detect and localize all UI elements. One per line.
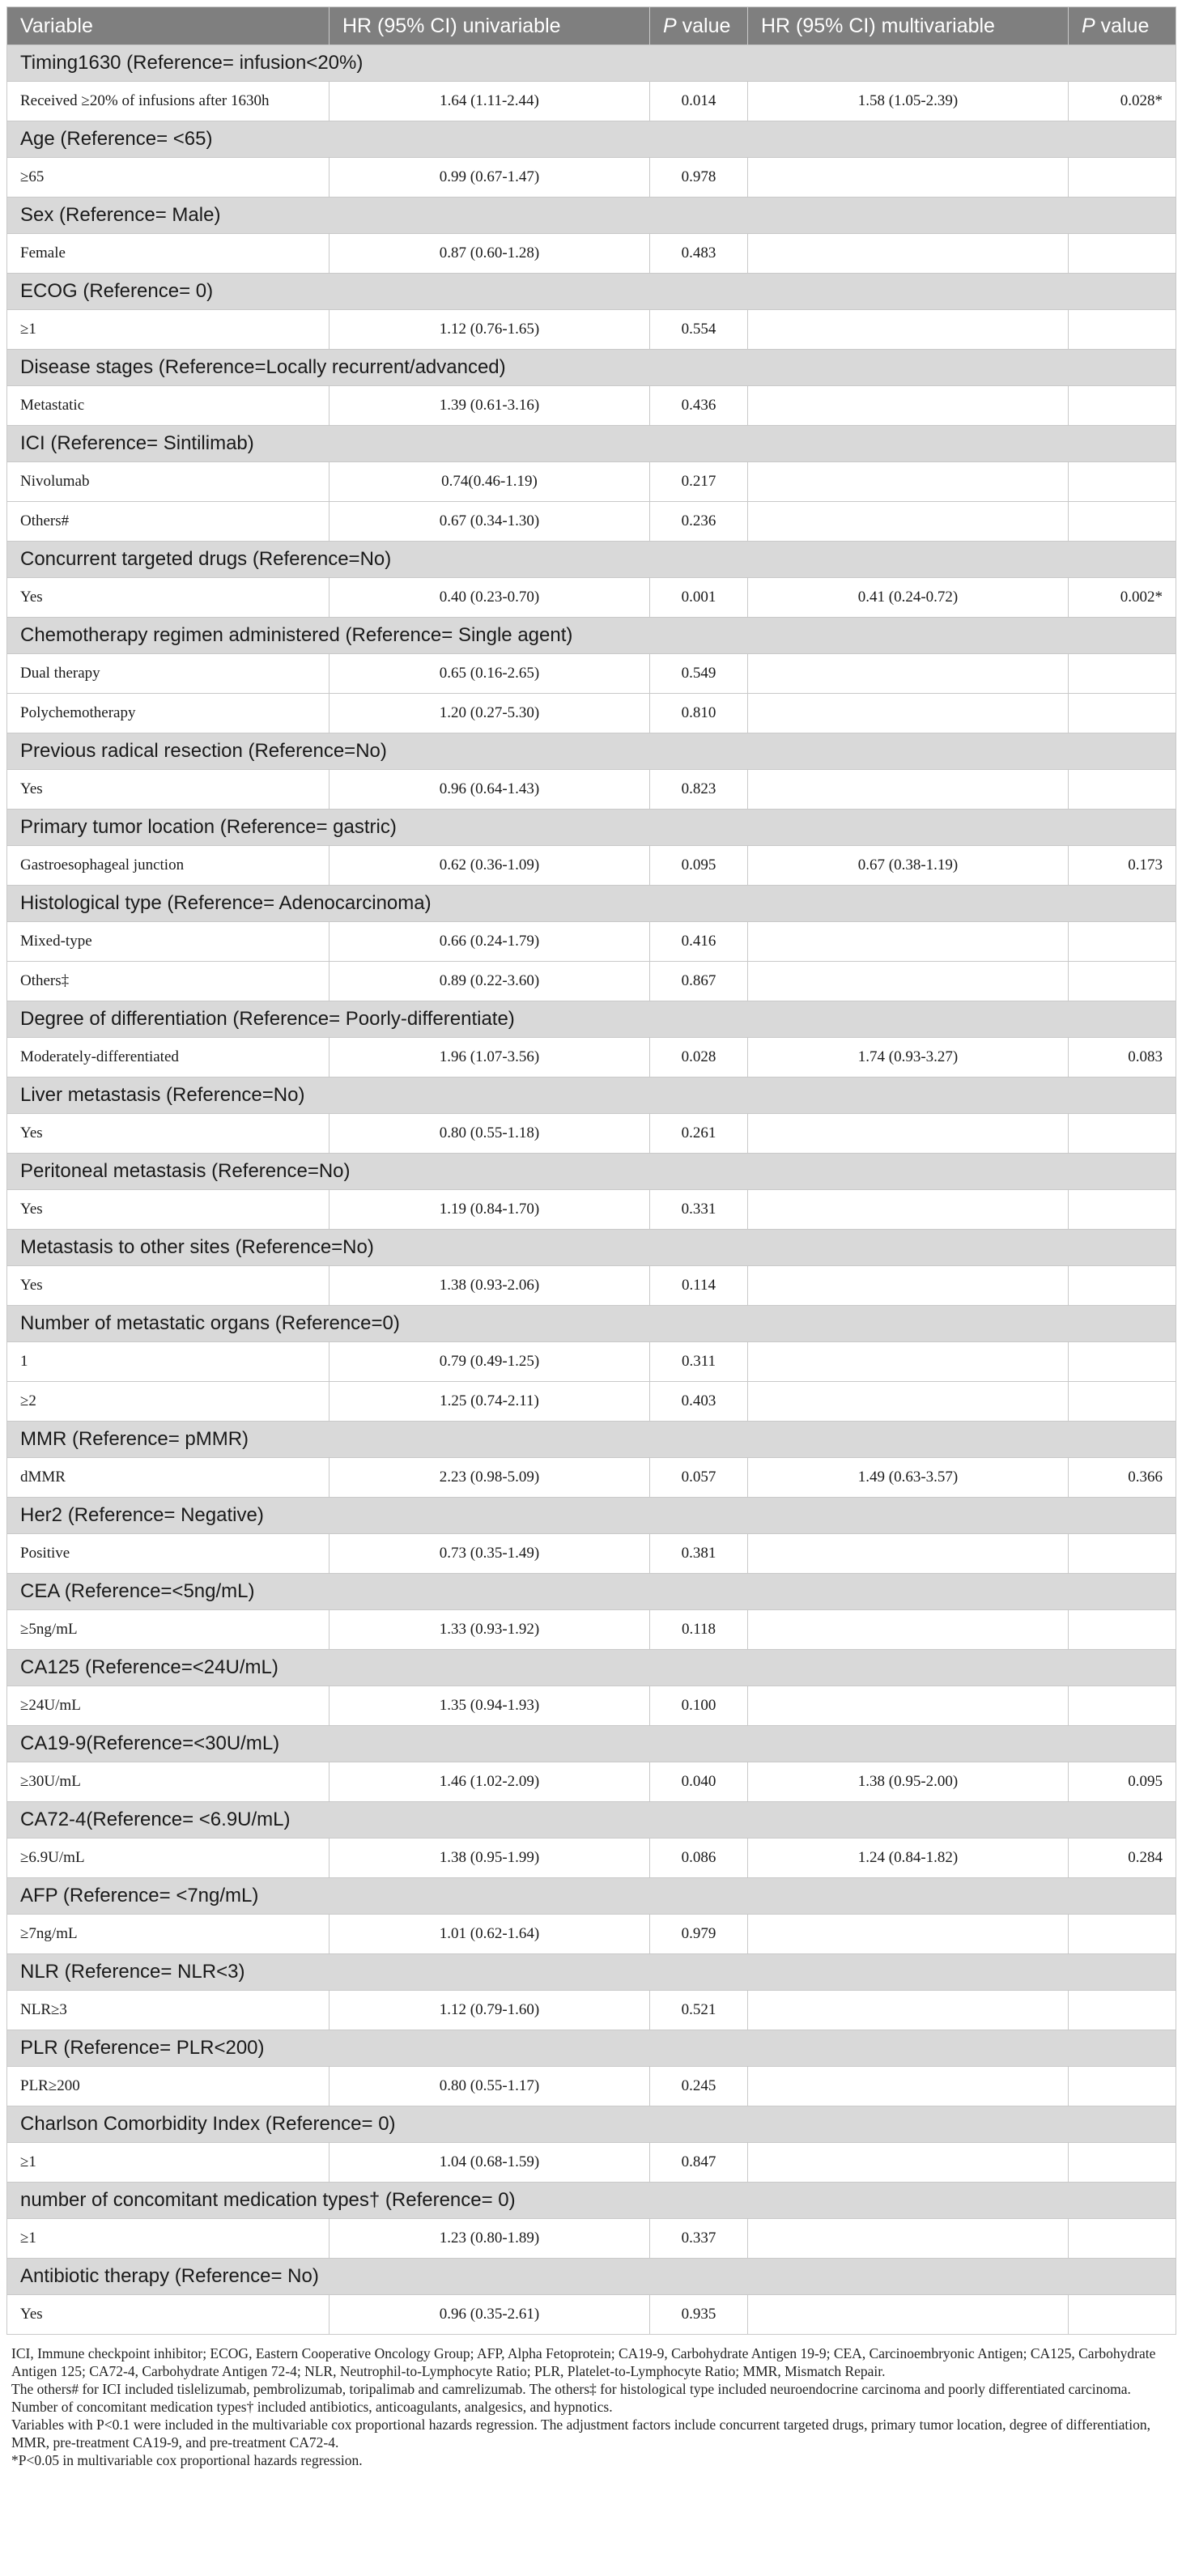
table-row <box>7 1266 1176 1306</box>
row-hr-univariable: 0.96 (0.64-1.43) <box>330 770 650 810</box>
row-hr-univariable: 0.87 (0.60-1.28) <box>330 234 650 274</box>
row-variable: ≥1 <box>7 310 330 350</box>
category-row <box>7 45 1176 82</box>
table-row <box>7 2143 1176 2183</box>
row-p-multivariable <box>1069 1382 1176 1422</box>
row-variable: Polychemotherapy <box>7 694 330 733</box>
row-hr-univariable: 1.96 (1.07-3.56) <box>330 1038 650 1078</box>
category-title: CA72-4(Reference= <6.9U/mL) <box>7 1802 1176 1838</box>
row-variable: Yes <box>7 1114 330 1154</box>
row-p-univariable: 0.867 <box>650 962 748 1001</box>
table-row <box>7 1534 1176 1574</box>
row-hr-univariable: 1.46 (1.02-2.09) <box>330 1762 650 1802</box>
category-row <box>7 1726 1176 1762</box>
row-hr-multivariable: 1.74 (0.93-3.27) <box>748 1038 1069 1078</box>
row-hr-univariable: 0.62 (0.36-1.09) <box>330 846 650 886</box>
table-row <box>7 1686 1176 1726</box>
table-row <box>7 1915 1176 1954</box>
row-hr-univariable: 1.38 (0.93-2.06) <box>330 1266 650 1306</box>
row-p-multivariable <box>1069 2219 1176 2259</box>
table-row <box>7 1038 1176 1078</box>
row-variable: NLR≥3 <box>7 1991 330 2030</box>
row-hr-multivariable <box>748 2067 1069 2106</box>
header-p-value-multivariable <box>1069 7 1176 45</box>
row-hr-univariable: 1.23 (0.80-1.89) <box>330 2219 650 2259</box>
row-p-univariable: 0.810 <box>650 694 748 733</box>
row-variable: Yes <box>7 1190 330 1230</box>
category-row <box>7 1802 1176 1838</box>
table-body <box>7 45 1176 2335</box>
category-row <box>7 733 1176 770</box>
category-row <box>7 121 1176 158</box>
category-title: Primary tumor location (Reference= gastric) <box>7 810 1176 846</box>
row-p-multivariable <box>1069 158 1176 198</box>
results-table-container <box>6 6 1176 2469</box>
table-row <box>7 1342 1176 1382</box>
category-title: CA19-9(Reference=<30U/mL) <box>7 1726 1176 1762</box>
category-title: Charlson Comorbidity Index (Reference= 0) <box>7 2106 1176 2143</box>
category-row <box>7 350 1176 386</box>
row-p-univariable: 0.331 <box>650 1190 748 1230</box>
row-variable: ≥7ng/mL <box>7 1915 330 1954</box>
header-p-value-univariable <box>650 7 748 45</box>
header-variable: Variable <box>7 7 330 45</box>
category-row <box>7 426 1176 462</box>
row-p-univariable: 0.245 <box>650 2067 748 2106</box>
row-p-multivariable <box>1069 654 1176 694</box>
cox-regression-table <box>6 6 1176 2335</box>
table-row <box>7 1762 1176 1802</box>
table-row <box>7 1190 1176 1230</box>
row-hr-univariable: 1.04 (0.68-1.59) <box>330 2143 650 2183</box>
table-row <box>7 2219 1176 2259</box>
row-hr-multivariable <box>748 2143 1069 2183</box>
row-hr-multivariable <box>748 1266 1069 1306</box>
header-p-italic: P <box>663 14 677 37</box>
row-hr-univariable: 1.12 (0.79-1.60) <box>330 1991 650 2030</box>
table-row <box>7 962 1176 1001</box>
row-variable: Metastatic <box>7 386 330 426</box>
row-p-univariable: 0.028 <box>650 1038 748 1078</box>
table-row <box>7 1838 1176 1878</box>
row-variable: Nivolumab <box>7 462 330 502</box>
category-row <box>7 2183 1176 2219</box>
table-row <box>7 694 1176 733</box>
footnote-significance: *P<0.05 in multivariable cox proportional hazards regression. <box>11 2452 363 2468</box>
row-hr-multivariable: 0.41 (0.24-0.72) <box>748 578 1069 618</box>
row-p-univariable: 0.823 <box>650 770 748 810</box>
table-row <box>7 2295 1176 2335</box>
row-hr-univariable: 0.66 (0.24-1.79) <box>330 922 650 962</box>
row-p-univariable: 0.978 <box>650 158 748 198</box>
row-p-univariable: 0.311 <box>650 1342 748 1382</box>
header-hr-multivariable: HR (95% CI) multivariable <box>748 7 1069 45</box>
category-row <box>7 2106 1176 2143</box>
row-hr-multivariable <box>748 1686 1069 1726</box>
row-p-univariable: 0.337 <box>650 2219 748 2259</box>
row-variable: Others# <box>7 502 330 542</box>
category-title: number of concomitant medication types† (Reference= 0) <box>7 2183 1176 2219</box>
row-hr-univariable: 0.96 (0.35-2.61) <box>330 2295 650 2335</box>
row-variable: Moderately-differentiated <box>7 1038 330 1078</box>
row-p-multivariable <box>1069 234 1176 274</box>
table-row <box>7 1382 1176 1422</box>
category-row <box>7 618 1176 654</box>
category-row <box>7 1078 1176 1114</box>
row-hr-multivariable <box>748 1534 1069 1574</box>
row-hr-univariable: 1.35 (0.94-1.93) <box>330 1686 650 1726</box>
row-hr-univariable: 0.99 (0.67-1.47) <box>330 158 650 198</box>
row-p-multivariable <box>1069 962 1176 1001</box>
row-hr-multivariable <box>748 1114 1069 1154</box>
category-title: MMR (Reference= pMMR) <box>7 1422 1176 1458</box>
row-variable: PLR≥200 <box>7 2067 330 2106</box>
row-hr-multivariable: 1.49 (0.63-3.57) <box>748 1458 1069 1498</box>
row-p-univariable: 0.001 <box>650 578 748 618</box>
row-variable: Received ≥20% of infusions after 1630h <box>7 82 330 121</box>
row-p-univariable: 0.086 <box>650 1838 748 1878</box>
row-hr-multivariable <box>748 1915 1069 1954</box>
row-p-univariable: 0.381 <box>650 1534 748 1574</box>
row-p-multivariable: 0.095 <box>1069 1762 1176 1802</box>
row-p-multivariable <box>1069 2295 1176 2335</box>
row-hr-multivariable <box>748 1991 1069 2030</box>
row-p-multivariable: 0.002* <box>1069 578 1176 618</box>
row-variable: Gastroesophageal junction <box>7 846 330 886</box>
table-row <box>7 1458 1176 1498</box>
row-hr-multivariable <box>748 158 1069 198</box>
header-p-italic: P <box>1082 14 1095 37</box>
row-p-multivariable <box>1069 1342 1176 1382</box>
row-p-univariable: 0.118 <box>650 1610 748 1650</box>
row-hr-multivariable <box>748 2295 1069 2335</box>
category-title: Peritoneal metastasis (Reference=No) <box>7 1154 1176 1190</box>
footnote-others: The others# for ICI included tislelizumab, pembrolizumab, toripalimab and camrelizumab. The others‡ for histological type included neuroendocrine carcinoma and poorly differentiated carcinoma. Number of concomitant medication types† included antibiotics, anticoagulants, analgesics, and hypnotics. <box>11 2381 1131 2415</box>
row-hr-univariable: 0.89 (0.22-3.60) <box>330 962 650 1001</box>
row-p-multivariable <box>1069 1534 1176 1574</box>
row-p-univariable: 0.436 <box>650 386 748 426</box>
category-row <box>7 2030 1176 2067</box>
header-row <box>7 7 1176 45</box>
category-row <box>7 1154 1176 1190</box>
table-row <box>7 234 1176 274</box>
category-row <box>7 1001 1176 1038</box>
table-row <box>7 1114 1176 1154</box>
row-variable: ≥24U/mL <box>7 1686 330 1726</box>
row-hr-multivariable <box>748 2219 1069 2259</box>
category-title: Histological type (Reference= Adenocarcinoma) <box>7 886 1176 922</box>
row-hr-univariable: 1.20 (0.27-5.30) <box>330 694 650 733</box>
category-row <box>7 1650 1176 1686</box>
row-p-univariable: 0.040 <box>650 1762 748 1802</box>
category-title: ICI (Reference= Sintilimab) <box>7 426 1176 462</box>
row-variable: Yes <box>7 578 330 618</box>
row-p-univariable: 0.847 <box>650 2143 748 2183</box>
row-p-multivariable <box>1069 770 1176 810</box>
row-p-multivariable <box>1069 502 1176 542</box>
row-p-multivariable <box>1069 2143 1176 2183</box>
row-p-multivariable <box>1069 386 1176 426</box>
row-hr-multivariable: 1.24 (0.84-1.82) <box>748 1838 1069 1878</box>
row-variable: Yes <box>7 2295 330 2335</box>
row-hr-univariable: 0.73 (0.35-1.49) <box>330 1534 650 1574</box>
row-hr-univariable: 1.12 (0.76-1.65) <box>330 310 650 350</box>
row-hr-multivariable <box>748 234 1069 274</box>
row-p-multivariable <box>1069 1114 1176 1154</box>
table-row <box>7 82 1176 121</box>
category-title: Degree of differentiation (Reference= Poorly-differentiate) <box>7 1001 1176 1038</box>
table-row <box>7 770 1176 810</box>
row-hr-univariable: 1.01 (0.62-1.64) <box>330 1915 650 1954</box>
header-value-label: value <box>676 14 731 37</box>
table-row <box>7 846 1176 886</box>
row-p-univariable: 0.549 <box>650 654 748 694</box>
row-hr-univariable: 0.40 (0.23-0.70) <box>330 578 650 618</box>
category-row <box>7 1230 1176 1266</box>
footnote-abbreviations: ICI, Immune checkpoint inhibitor; ECOG, Eastern Cooperative Oncology Group; AFP, Alpha Fetoprotein; CA19-9, Carbohydrate Antigen 19-9; CEA, Carcinoembryonic Antigen; CA125, Carbohydrate Antigen 125; CA72-4, Carbohydrate Antigen 72-4; NLR, Neutrophil-to-Lymphocyte Ratio; PLR, Platelet-to-Lymphocyte Ratio; MMR, Mismatch Repair. <box>11 2345 1156 2379</box>
category-title: Metastasis to other sites (Reference=No) <box>7 1230 1176 1266</box>
row-hr-multivariable: 1.38 (0.95-2.00) <box>748 1762 1069 1802</box>
category-title: ECOG (Reference= 0) <box>7 274 1176 310</box>
category-title: Timing1630 (Reference= infusion<20%) <box>7 45 1176 82</box>
row-hr-univariable: 0.80 (0.55-1.18) <box>330 1114 650 1154</box>
row-p-multivariable <box>1069 2067 1176 2106</box>
category-title: PLR (Reference= PLR<200) <box>7 2030 1176 2067</box>
row-hr-multivariable <box>748 462 1069 502</box>
row-hr-multivariable <box>748 386 1069 426</box>
row-hr-univariable: 1.25 (0.74-2.11) <box>330 1382 650 1422</box>
row-hr-multivariable <box>748 502 1069 542</box>
category-title: Antibiotic therapy (Reference= No) <box>7 2259 1176 2295</box>
row-hr-univariable: 1.33 (0.93-1.92) <box>330 1610 650 1650</box>
row-variable: ≥1 <box>7 2143 330 2183</box>
row-p-univariable: 0.114 <box>650 1266 748 1306</box>
row-variable: ≥65 <box>7 158 330 198</box>
row-hr-univariable: 0.80 (0.55-1.17) <box>330 2067 650 2106</box>
row-p-multivariable <box>1069 694 1176 733</box>
row-hr-univariable: 0.79 (0.49-1.25) <box>330 1342 650 1382</box>
category-row <box>7 274 1176 310</box>
row-variable: ≥5ng/mL <box>7 1610 330 1650</box>
row-hr-multivariable <box>748 1610 1069 1650</box>
table-row <box>7 922 1176 962</box>
table-row <box>7 310 1176 350</box>
row-p-multivariable <box>1069 1190 1176 1230</box>
row-variable: dMMR <box>7 1458 330 1498</box>
footnote-adjustment: Variables with P<0.1 were included in the multivariable cox proportional hazards regression. The adjustment factors include concurrent targeted drugs, primary tumor location, degree of differentiation, MMR, pre-treatment CA19-9, and pre-treatment CA72-4. <box>11 2417 1150 2451</box>
category-title: Previous radical resection (Reference=No) <box>7 733 1176 770</box>
row-p-multivariable <box>1069 1610 1176 1650</box>
row-hr-multivariable <box>748 1382 1069 1422</box>
table-footnotes <box>6 2344 1176 2469</box>
row-p-univariable: 0.057 <box>650 1458 748 1498</box>
row-p-multivariable <box>1069 310 1176 350</box>
row-variable: ≥1 <box>7 2219 330 2259</box>
row-hr-multivariable <box>748 770 1069 810</box>
row-variable: Positive <box>7 1534 330 1574</box>
row-p-multivariable <box>1069 1686 1176 1726</box>
row-variable: Mixed-type <box>7 922 330 962</box>
row-p-univariable: 0.014 <box>650 82 748 121</box>
category-row <box>7 1498 1176 1534</box>
row-p-multivariable: 0.284 <box>1069 1838 1176 1878</box>
row-hr-univariable: 1.39 (0.61-3.16) <box>330 386 650 426</box>
category-title: Disease stages (Reference=Locally recurrent/advanced) <box>7 350 1176 386</box>
table-row <box>7 386 1176 426</box>
row-p-multivariable: 0.366 <box>1069 1458 1176 1498</box>
row-p-univariable: 0.935 <box>650 2295 748 2335</box>
row-hr-univariable: 2.23 (0.98-5.09) <box>330 1458 650 1498</box>
category-title: Age (Reference= <65) <box>7 121 1176 158</box>
row-variable: Others‡ <box>7 962 330 1001</box>
category-title: Chemotherapy regimen administered (Reference= Single agent) <box>7 618 1176 654</box>
row-hr-univariable: 1.64 (1.11-2.44) <box>330 82 650 121</box>
category-row <box>7 1878 1176 1915</box>
row-p-univariable: 0.403 <box>650 1382 748 1422</box>
table-row <box>7 654 1176 694</box>
row-p-multivariable <box>1069 922 1176 962</box>
row-hr-univariable: 0.74(0.46-1.19) <box>330 462 650 502</box>
row-variable: ≥2 <box>7 1382 330 1422</box>
row-variable: Dual therapy <box>7 654 330 694</box>
category-row <box>7 1306 1176 1342</box>
row-hr-multivariable <box>748 1190 1069 1230</box>
row-p-univariable: 0.095 <box>650 846 748 886</box>
category-row <box>7 1954 1176 1991</box>
row-variable: Female <box>7 234 330 274</box>
row-hr-multivariable <box>748 654 1069 694</box>
table-row <box>7 2067 1176 2106</box>
category-title: Concurrent targeted drugs (Reference=No) <box>7 542 1176 578</box>
row-variable: ≥6.9U/mL <box>7 1838 330 1878</box>
row-p-univariable: 0.236 <box>650 502 748 542</box>
category-row <box>7 886 1176 922</box>
row-p-multivariable <box>1069 462 1176 502</box>
category-row <box>7 810 1176 846</box>
category-row <box>7 1574 1176 1610</box>
row-p-univariable: 0.521 <box>650 1991 748 2030</box>
row-hr-multivariable: 0.67 (0.38-1.19) <box>748 846 1069 886</box>
row-p-multivariable: 0.028* <box>1069 82 1176 121</box>
category-title: CEA (Reference=<5ng/mL) <box>7 1574 1176 1610</box>
row-hr-multivariable <box>748 310 1069 350</box>
category-row <box>7 1422 1176 1458</box>
row-hr-univariable: 0.67 (0.34-1.30) <box>330 502 650 542</box>
row-hr-multivariable <box>748 694 1069 733</box>
row-p-univariable: 0.483 <box>650 234 748 274</box>
category-title: Liver metastasis (Reference=No) <box>7 1078 1176 1114</box>
row-hr-multivariable <box>748 922 1069 962</box>
category-row <box>7 542 1176 578</box>
row-hr-multivariable <box>748 1342 1069 1382</box>
row-p-multivariable: 0.173 <box>1069 846 1176 886</box>
table-row <box>7 1610 1176 1650</box>
category-title: CA125 (Reference=<24U/mL) <box>7 1650 1176 1686</box>
category-title: AFP (Reference= <7ng/mL) <box>7 1878 1176 1915</box>
row-hr-univariable: 0.65 (0.16-2.65) <box>330 654 650 694</box>
row-p-univariable: 0.217 <box>650 462 748 502</box>
row-p-univariable: 0.554 <box>650 310 748 350</box>
row-p-multivariable <box>1069 1266 1176 1306</box>
category-title: Number of metastatic organs (Reference=0) <box>7 1306 1176 1342</box>
category-row <box>7 198 1176 234</box>
row-p-univariable: 0.979 <box>650 1915 748 1954</box>
row-hr-multivariable: 1.58 (1.05-2.39) <box>748 82 1069 121</box>
row-variable: Yes <box>7 1266 330 1306</box>
row-hr-multivariable <box>748 962 1069 1001</box>
row-variable: Yes <box>7 770 330 810</box>
row-p-univariable: 0.261 <box>650 1114 748 1154</box>
row-hr-univariable: 1.19 (0.84-1.70) <box>330 1190 650 1230</box>
row-variable: ≥30U/mL <box>7 1762 330 1802</box>
row-hr-univariable: 1.38 (0.95-1.99) <box>330 1838 650 1878</box>
row-p-multivariable <box>1069 1915 1176 1954</box>
table-row <box>7 462 1176 502</box>
category-row <box>7 2259 1176 2295</box>
row-p-univariable: 0.416 <box>650 922 748 962</box>
table-row <box>7 578 1176 618</box>
row-p-multivariable <box>1069 1991 1176 2030</box>
row-variable: 1 <box>7 1342 330 1382</box>
category-title: Sex (Reference= Male) <box>7 198 1176 234</box>
table-row <box>7 1991 1176 2030</box>
header-value-label: value <box>1095 14 1150 37</box>
table-row <box>7 502 1176 542</box>
row-p-multivariable: 0.083 <box>1069 1038 1176 1078</box>
header-hr-univariable: HR (95% CI) univariable <box>330 7 650 45</box>
table-row <box>7 158 1176 198</box>
category-title: NLR (Reference= NLR<3) <box>7 1954 1176 1991</box>
category-title: Her2 (Reference= Negative) <box>7 1498 1176 1534</box>
row-p-univariable: 0.100 <box>650 1686 748 1726</box>
